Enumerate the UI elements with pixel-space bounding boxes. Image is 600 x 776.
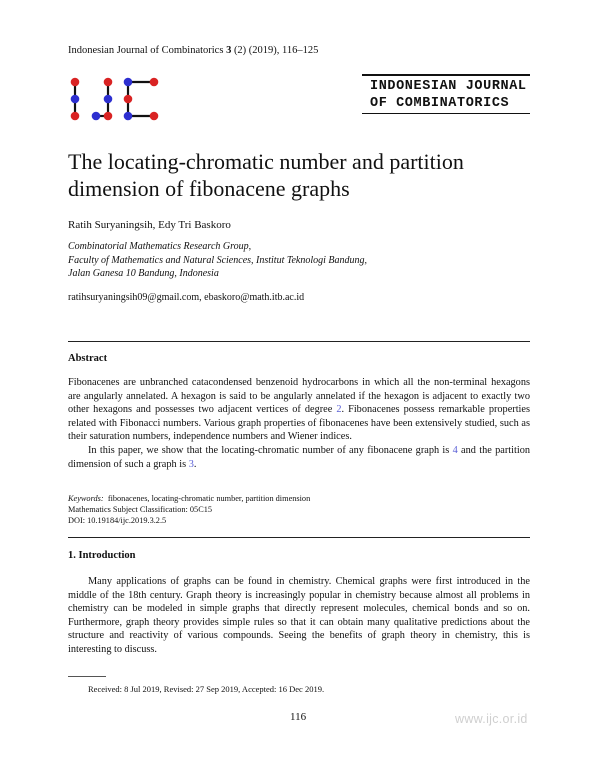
paper-affiliation [68, 240, 367, 281]
journal-volume: 3 [226, 45, 232, 56]
abstract-text: and the partition dimension of such a graph is [68, 444, 530, 470]
abstract-number: 3 [188, 458, 194, 470]
abstract-heading: Abstract [68, 353, 108, 364]
received-footnote: Received: 8 Jul 2019, Revised: 27 Sep 2019, Accepted: 16 Dec 2019. [88, 684, 325, 694]
abstract-paragraph [68, 444, 530, 471]
ijc-logo-graphic [68, 76, 160, 124]
journal-prefix: Indonesian Journal of Combinatorics [68, 45, 224, 56]
msc-line: Mathematics Subject Classification: 05C15 [68, 505, 213, 514]
journal-name-line1: INDONESIAN JOURNAL [370, 79, 527, 94]
journal-issue-pages: (2) (2019), 116–125 [233, 45, 319, 56]
paper-title: The locating-chromatic number and partition dimension of fibonacene graphs [68, 149, 464, 201]
website-watermark[interactable]: www.ijc.or.id [455, 712, 528, 726]
journal-name-rule-top [362, 74, 530, 76]
abstract-number: 4 [452, 444, 458, 456]
section-heading: 1. Introduction [68, 550, 136, 561]
paper-metadata [68, 493, 310, 526]
logo-vertices [71, 78, 159, 121]
abstract-text: Fibonacenes are unbranched catacondensed benzenoid hydrocarbons in which all the non-terminal hexagons are angularly annelated. A hexagon is said to be angularly annelated if the hexagon is adjacent to exactly two other hexagons and possesses two adjacent vertices of degree [68, 377, 530, 416]
journal-name-line2: OF COMBINATORICS [370, 96, 510, 111]
ijc-logo [68, 76, 160, 124]
author-emails[interactable]: ratihsuryaningsih09@gmail.com, ebaskoro@math.itb.ac.id [68, 292, 305, 303]
keywords-label: Keywords: [68, 494, 104, 503]
abstract-body [68, 376, 530, 471]
abstract-paragraph [68, 376, 530, 444]
keywords: fibonacenes, locating-chromatic number, partition dimension [107, 494, 311, 503]
abstract-text: . [193, 458, 197, 470]
introduction-body: Many applications of graphs can be found in chemistry. Chemical graphs were first introduced in the middle of the 18th century. Graph theory is increasingly popular in chemistry because almost all problems in chemistry can be modeled in simple graphs that directly represent molecules, chemical bonds and so on. Furthermore, graph theory provides simple rules so that it can obtain many qualitative predictions about the structure and reactivity of various compounds. Seeing the benefits of graph theory in chemistry, this is interesting to discuss. [68, 576, 530, 655]
footnote-rule [68, 676, 106, 677]
abstract-number: 2 [336, 404, 342, 416]
journal-citation [68, 45, 318, 56]
journal-name-rule-bottom [362, 113, 530, 114]
keywords-line [68, 493, 310, 504]
divider [68, 341, 530, 342]
journal-name [370, 78, 527, 112]
affiliation-line: Combinatorial Mathematics Research Group, [68, 241, 252, 252]
abstract-text: . Fibonacenes possess remarkable properties related with Fibonacci numbers. Various graph properties of fibonacenes have been extensively studied, such as their saturation numbers, independence numbers and Wiener indices. [68, 404, 530, 443]
affiliation-line: Jalan Ganesa 10 Bandung, Indonesia [68, 268, 219, 279]
page-number: 116 [290, 711, 307, 723]
abstract-text: In this paper, we show that the locating-chromatic number of any fibonacene graph is [88, 444, 453, 456]
affiliation-line: Faculty of Mathematics and Natural Sciences, Institut Teknologi Bandung, [68, 254, 368, 266]
divider [68, 537, 530, 538]
paper-authors: Ratih Suryaningsih, Edy Tri Baskoro [68, 219, 231, 231]
doi-line[interactable]: DOI: 10.19184/ijc.2019.3.2.5 [68, 516, 167, 525]
